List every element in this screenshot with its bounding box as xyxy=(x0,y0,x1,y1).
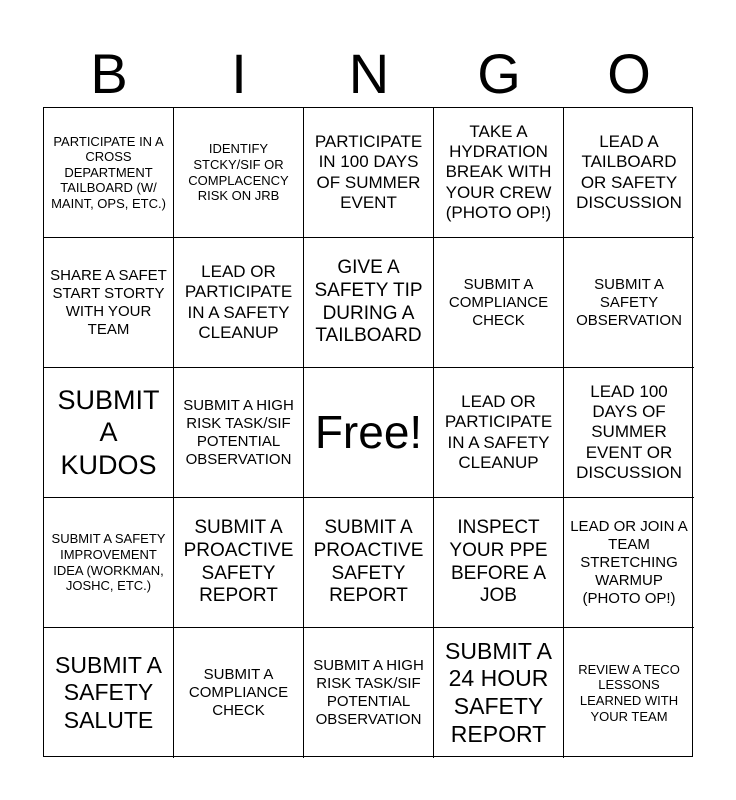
bingo-cell-r5-c5[interactable]: REVIEW A TECO LESSONS LEARNED WITH YOUR TEAM xyxy=(578,661,680,724)
bingo-cell-r3-c2[interactable]: SUBMIT A HIGH RISK TASK/SIF POTENTIAL OBSERVATION xyxy=(174,368,304,498)
header-letter-n: N xyxy=(348,42,390,105)
bingo-cell-r5-c1[interactable]: SUBMIT A SAFETY SALUTE xyxy=(44,628,174,758)
bingo-cell-r4-c3[interactable]: SUBMIT A PROACTIVE SAFETY REPORT xyxy=(304,498,434,628)
bingo-cell-r2-c3[interactable]: GIVE A SAFETY TIP DURING A TAILBOARD xyxy=(304,238,434,368)
bingo-cell-r5-c2[interactable]: SUBMIT A COMPLIANCE CHECK xyxy=(174,628,304,758)
header-letter-g: G xyxy=(477,42,521,105)
header-letter-o: O xyxy=(607,42,651,105)
bingo-cell-r2-c1[interactable]: SHARE A SAFET START STORTY WITH YOUR TEAM xyxy=(44,238,174,368)
header-letter-b: B xyxy=(90,42,128,105)
bingo-cell-r3-c5[interactable]: LEAD 100 DAYS OF SUMMER EVENT OR DISCUSSION xyxy=(564,368,694,498)
bingo-cell-r4-c4[interactable]: INSPECT YOUR PPE BEFORE A JOB xyxy=(434,498,564,628)
free-space[interactable]: Free! xyxy=(304,368,434,498)
bingo-cell-r4-c5[interactable]: LEAD OR JOIN A TEAM STRETCHING WARMUP (PHOTO OP!) xyxy=(564,498,694,628)
bingo-cell-r4-c2[interactable]: SUBMIT A PROACTIVE SAFETY REPORT xyxy=(174,498,304,628)
bingo-cell-r5-c4[interactable]: SUBMIT A 24 HOUR SAFETY REPORT xyxy=(434,628,564,758)
bingo-cell-r3-c4[interactable]: LEAD OR PARTICIPATE IN A SAFETY CLEANUP xyxy=(434,368,564,498)
bingo-cell-r1-c4[interactable]: TAKE A HYDRATION BREAK WITH YOUR CREW (PHOTO OP!) xyxy=(434,108,564,238)
header-letter-i: I xyxy=(231,42,247,105)
bingo-board xyxy=(43,107,693,757)
bingo-cell-r5-c3[interactable]: SUBMIT A HIGH RISK TASK/SIF POTENTIAL OBSERVATION xyxy=(304,628,434,758)
bingo-cell-r3-c1[interactable]: SUBMIT A KUDOS xyxy=(44,368,174,498)
bingo-header xyxy=(44,40,694,108)
bingo-cell-r1-c3[interactable]: PARTICIPATE IN 100 DAYS OF SUMMER EVENT xyxy=(304,108,434,238)
bingo-cell-r1-c1[interactable]: PARTICIPATE IN A CROSS DEPARTMENT TAILBOARD (W/ MAINT, OPS, ETC.) xyxy=(44,108,174,238)
bingo-cell-r4-c1[interactable]: SUBMIT A SAFETY IMPROVEMENT IDEA (WORKMAN, JOSHC, ETC.) xyxy=(44,498,174,628)
bingo-cell-r1-c2[interactable]: IDENTIFY STCKY/SIF OR COMPLACENCY RISK ON JRB xyxy=(174,108,304,238)
bingo-cell-r2-c4[interactable]: SUBMIT A COMPLIANCE CHECK xyxy=(434,238,564,368)
bingo-cell-r2-c5[interactable]: SUBMIT A SAFETY OBSERVATION xyxy=(564,238,694,368)
bingo-cell-r2-c2[interactable]: LEAD OR PARTICIPATE IN A SAFETY CLEANUP xyxy=(174,238,304,368)
bingo-cell-r1-c5[interactable]: LEAD A TAILBOARD OR SAFETY DISCUSSION xyxy=(564,108,694,238)
